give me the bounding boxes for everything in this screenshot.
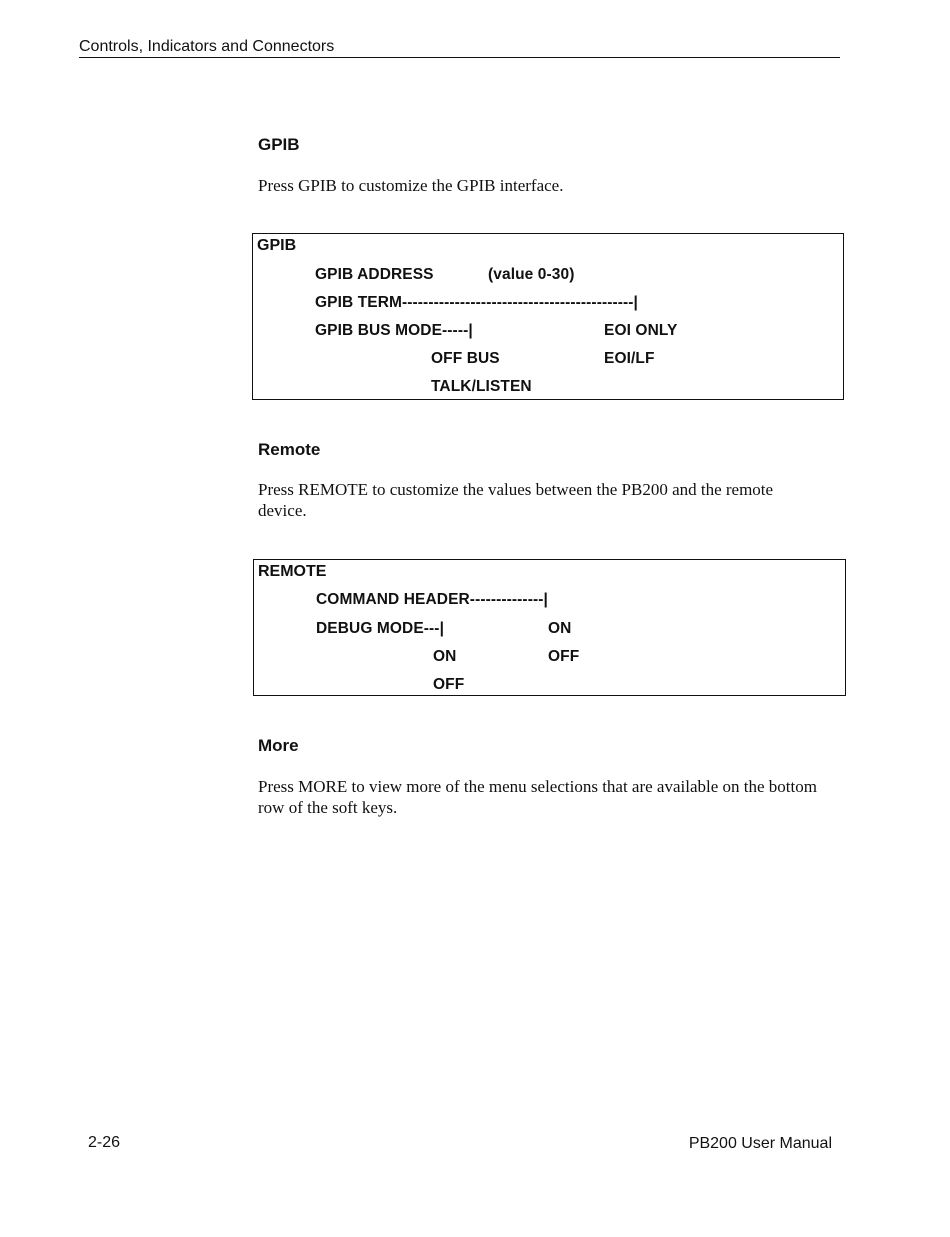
remote-menu-title: REMOTE — [258, 563, 327, 580]
gpib-menu-title: GPIB — [257, 237, 297, 254]
gpib-term-option-eoi-only: EOI ONLY — [604, 322, 678, 339]
remote-description: Press REMOTE to customize the values between the PB200 and the remote device. — [258, 480, 774, 520]
page-header-title: Controls, Indicators and Connectors — [79, 38, 335, 55]
gpib-term-item: GPIB TERM--------------------------------------------| — [315, 294, 638, 311]
gpib-bus-option-off-bus: OFF BUS — [431, 350, 500, 367]
remote-menu-box — [253, 559, 846, 696]
more-description: Press MORE to view more of the menu selections that are available on the bottom row of the soft keys. — [258, 777, 817, 817]
manual-title: PB200 User Manual — [688, 1135, 832, 1152]
more-heading: More — [258, 736, 299, 755]
gpib-bus-mode-item: GPIB BUS MODE-----| — [315, 322, 473, 339]
command-header-item: COMMAND HEADER--------------| — [316, 591, 548, 608]
debug-mode-item: DEBUG MODE---| — [316, 620, 445, 637]
debug-mode-option-off: OFF — [433, 676, 465, 693]
gpib-description: Press GPIB to customize the GPIB interface. — [258, 176, 564, 195]
gpib-term-option-eoi-lf: EOI/LF — [604, 350, 655, 367]
gpib-address-value: (value 0-30) — [488, 266, 575, 283]
command-header-option-on: ON — [548, 620, 572, 637]
gpib-heading: GPIB — [258, 135, 300, 154]
debug-mode-option-on: ON — [433, 648, 457, 665]
gpib-menu-box — [252, 233, 844, 400]
page-number: 2-26 — [88, 1134, 121, 1151]
gpib-bus-option-talk-listen: TALK/LISTEN — [431, 378, 532, 395]
gpib-address-item: GPIB ADDRESS — [315, 266, 434, 283]
command-header-option-off: OFF — [548, 648, 580, 665]
header-rule — [79, 57, 840, 58]
remote-heading: Remote — [258, 440, 321, 459]
